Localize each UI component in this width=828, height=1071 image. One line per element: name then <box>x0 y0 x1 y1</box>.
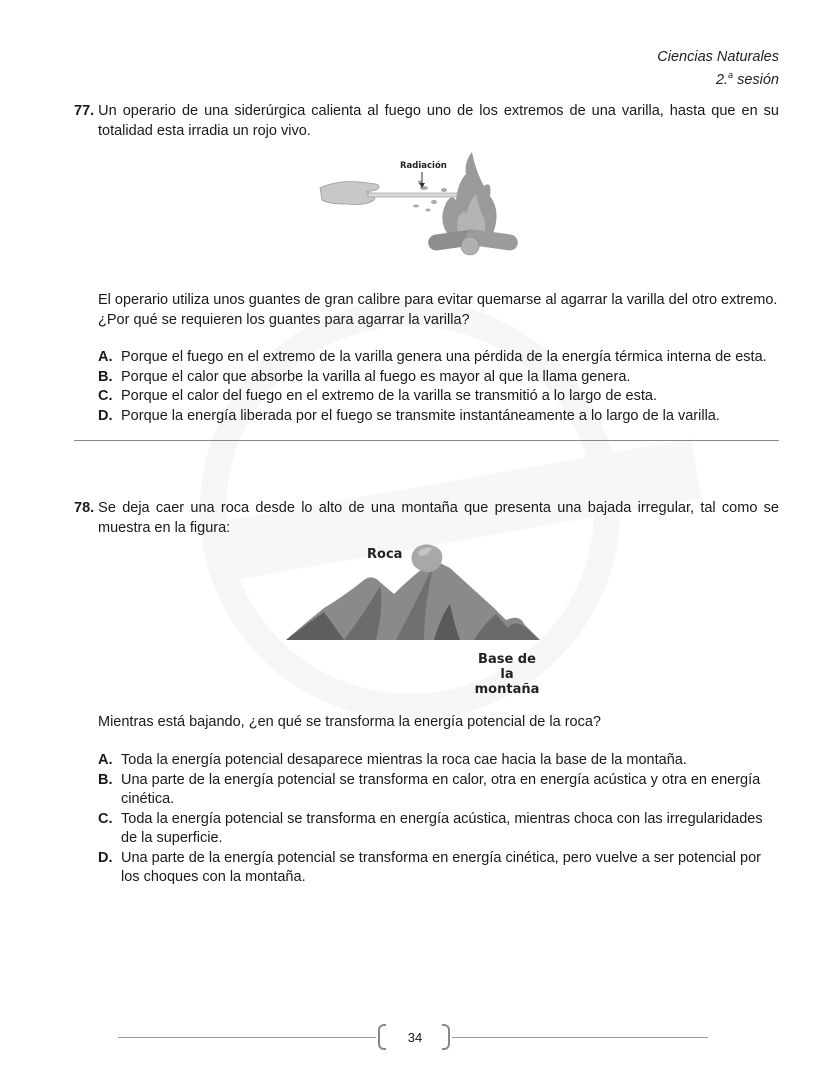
section-divider <box>74 440 779 441</box>
mountain-illustration <box>284 544 544 644</box>
option-a[interactable]: A. Toda la energía potencial desaparece mientras la roca cae hacia la base de la montaña. <box>98 752 687 768</box>
question-77-options <box>98 348 780 426</box>
session-label: 2.$^a$ sesión <box>715 70 779 88</box>
option-c[interactable]: C. Toda la energía potencial se transforma en energía acústica, mientras choca con las irregularidades de la superficie. <box>98 810 763 846</box>
option-b[interactable]: B. Una parte de la energía potencial se transforma en calor, otra en energía acústica y otra en energía cinética. <box>98 771 761 807</box>
subject-title: Ciencias Naturales <box>657 49 779 65</box>
radiation-label: Radiación <box>400 161 447 171</box>
question-77-stem <box>74 101 779 141</box>
question-78-prompt: Mientras está bajando, ¿en qué se transforma la energía potencial de la roca? <box>98 714 601 730</box>
question-text: Un operario de una siderúrgica calienta al fuego uno de los extremos de una varilla, hasta que en su totalidad esta irradia un rojo vivo. <box>98 103 779 139</box>
fire-rod-figure <box>316 152 520 262</box>
question-77-prompt: El operario utiliza unos guantes de gran calibre para evitar quemarse al agarrar la varilla del otro extremo. ¿Por qué se requieren los guantes para agarrar la varilla? <box>98 292 778 328</box>
page-number: 34 <box>407 1030 423 1045</box>
question-78-stem <box>74 498 779 538</box>
rock-label: Roca <box>367 547 403 562</box>
option-d[interactable]: D. Una parte de la energía potencial se transforma en energía cinética, pero vuelve a ser potencial por los choques con la montaña. <box>98 849 761 885</box>
mountain-base-label: Base de la montaña <box>474 652 540 697</box>
question-text: Se deja caer una roca desde lo alto de una montaña que presenta una bajada irregular, tal como se muestra en la figura: <box>98 500 779 536</box>
option-b[interactable]: B. Porque el calor que absorbe la varilla al fuego es mayor al que la llama genera. <box>98 368 631 385</box>
option-c[interactable]: C. Porque el calor del fuego en el extremo de la varilla se transmitió a lo largo de esta. <box>98 388 657 404</box>
footer-line-right <box>452 1037 708 1038</box>
footer-line-left <box>118 1037 376 1038</box>
option-a[interactable]: A. Porque el fuego en el extremo de la varilla genera una pérdida de la energía térmica interna de esta. <box>98 349 767 365</box>
question-number: 78. <box>74 500 95 516</box>
option-d[interactable]: D. Porque la energía liberada por el fuego se transmite instantáneamente a lo largo de la varilla. <box>98 407 720 424</box>
question-number: 77. <box>74 103 95 119</box>
mountain-rock-figure <box>284 544 544 697</box>
page-header <box>657 48 779 89</box>
question-78-options <box>98 751 780 888</box>
